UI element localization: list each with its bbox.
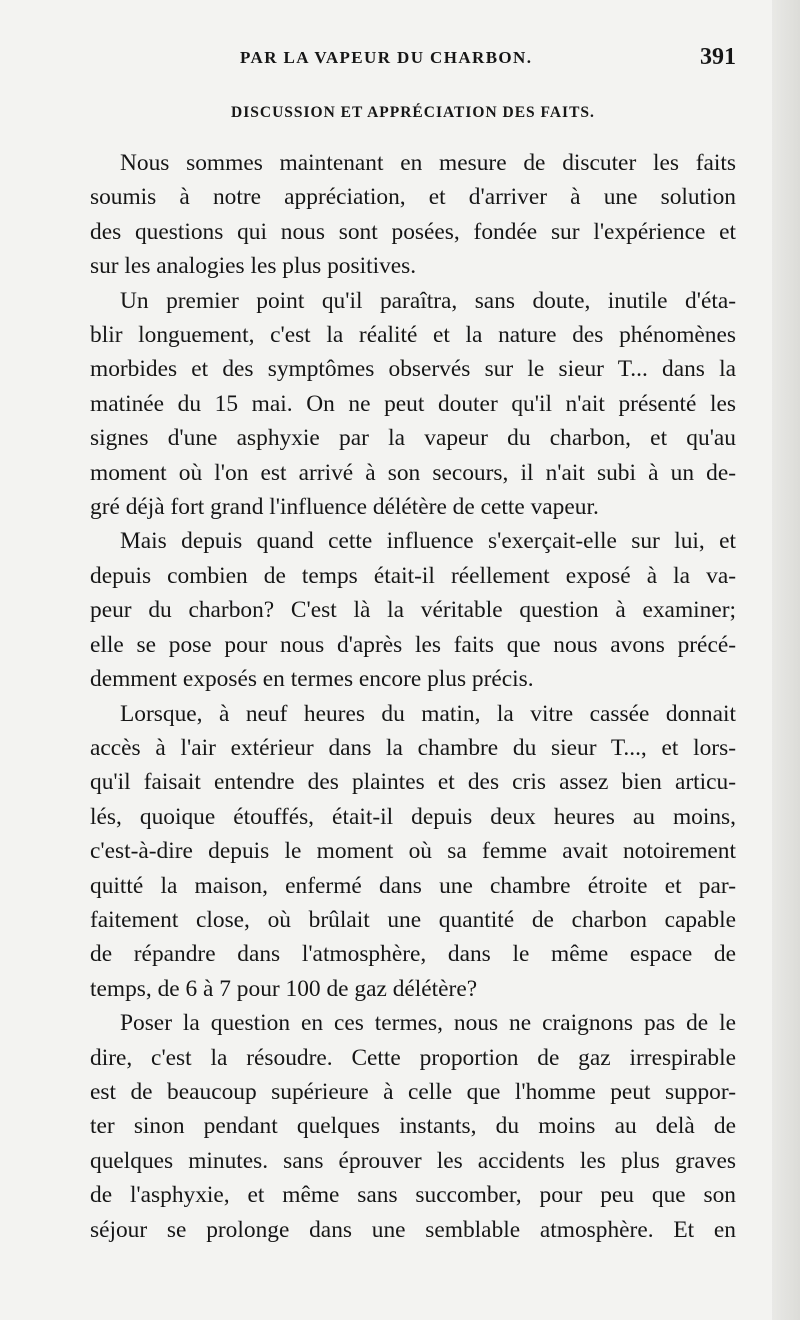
text-line: morbides et des symptômes observés sur le sieur T... dans la: [90, 356, 736, 383]
text-line: depuis combien de temps était-il réellement exposé à la va-: [90, 562, 736, 589]
section-heading: DISCUSSION ET APPRÉCIATION DES FAITS.: [231, 104, 595, 121]
page-number: 391: [700, 44, 736, 70]
text-line: matinée du 15 mai. On ne peut douter qu'il n'ait présenté les: [90, 390, 736, 417]
text-line: Mais depuis quand cette influence s'exerçait-elle sur lui, et: [120, 528, 736, 555]
text-line: sur les analogies les plus positives.: [90, 253, 417, 280]
text-line: Poser la question en ces termes, nous ne craignons pas de le: [120, 1010, 736, 1037]
text-line: signes d'une asphyxie par la vapeur du charbon, et qu'au: [90, 425, 736, 452]
text-line: quelques minutes. sans éprouver les accidents les plus graves: [90, 1147, 736, 1174]
text-line: c'est-à-dire depuis le moment où sa femme avait notoirement: [90, 838, 736, 865]
text-line: Lorsque, à neuf heures du matin, la vitre cassée donnait: [120, 700, 736, 727]
text-line: ter sinon pendant quelques instants, du moins au delà de: [90, 1113, 736, 1140]
text-line: de l'asphyxie, et même sans succomber, pour peu que son: [90, 1182, 736, 1209]
body-text: [90, 146, 736, 1247]
paragraph: [90, 697, 736, 1007]
page-edge-shadow: [772, 0, 800, 1320]
text-line: des questions qui nous sont posées, fondée sur l'expérience et: [90, 218, 736, 245]
text-line: dire, c'est la résoudre. Cette proportion de gaz irrespirable: [90, 1044, 736, 1071]
text-line: blir longuement, c'est la réalité et la nature des phénomènes: [90, 322, 736, 349]
paragraph: [90, 284, 736, 525]
text-line: elle se pose pour nous d'après les faits que nous avons précé-: [90, 631, 736, 658]
text-line: accès à l'air extérieur dans la chambre du sieur T..., et lors-: [90, 734, 736, 761]
text-line: séjour se prolonge dans une semblable atmosphère. Et en: [90, 1216, 736, 1243]
text-line: gré déjà fort grand l'influence délétère de cette vapeur.: [90, 494, 599, 521]
running-title: PAR LA VAPEUR DU CHARBON.: [240, 48, 533, 67]
text-line: de répandre dans l'atmosphère, dans le même espace de: [90, 941, 736, 968]
text-line: moment où l'on est arrivé à son secours, il n'ait subi à un de-: [90, 459, 736, 486]
text-line: soumis à notre appréciation, et d'arriver à une solution: [90, 184, 736, 211]
text-line: lés, quoique étouffés, était-il depuis deux heures au moins,: [90, 803, 736, 830]
text-line: peur du charbon? C'est là la véritable question à examiner;: [90, 597, 736, 624]
text-line: qu'il faisait entendre des plaintes et des cris assez bien articu-: [90, 769, 736, 796]
paragraph: [90, 524, 736, 696]
text-line: quitté la maison, enfermé dans une chambre étroite et par-: [90, 872, 736, 899]
text-line: est de beaucoup supérieure à celle que l'homme peut suppor-: [90, 1078, 736, 1105]
text-line: demment exposés en termes encore plus précis.: [90, 666, 534, 693]
text-line: Nous sommes maintenant en mesure de discuter les faits: [120, 150, 736, 176]
running-head: [90, 42, 736, 82]
text-line: temps, de 6 à 7 pour 100 de gaz délétère?: [90, 975, 478, 1002]
text-line: Un premier point qu'il paraîtra, sans doute, inutile d'éta-: [120, 287, 736, 314]
text-line: faitement close, où brûlait une quantité de charbon capable: [90, 906, 736, 933]
paragraph: [90, 1006, 736, 1247]
paragraph: [90, 146, 736, 284]
